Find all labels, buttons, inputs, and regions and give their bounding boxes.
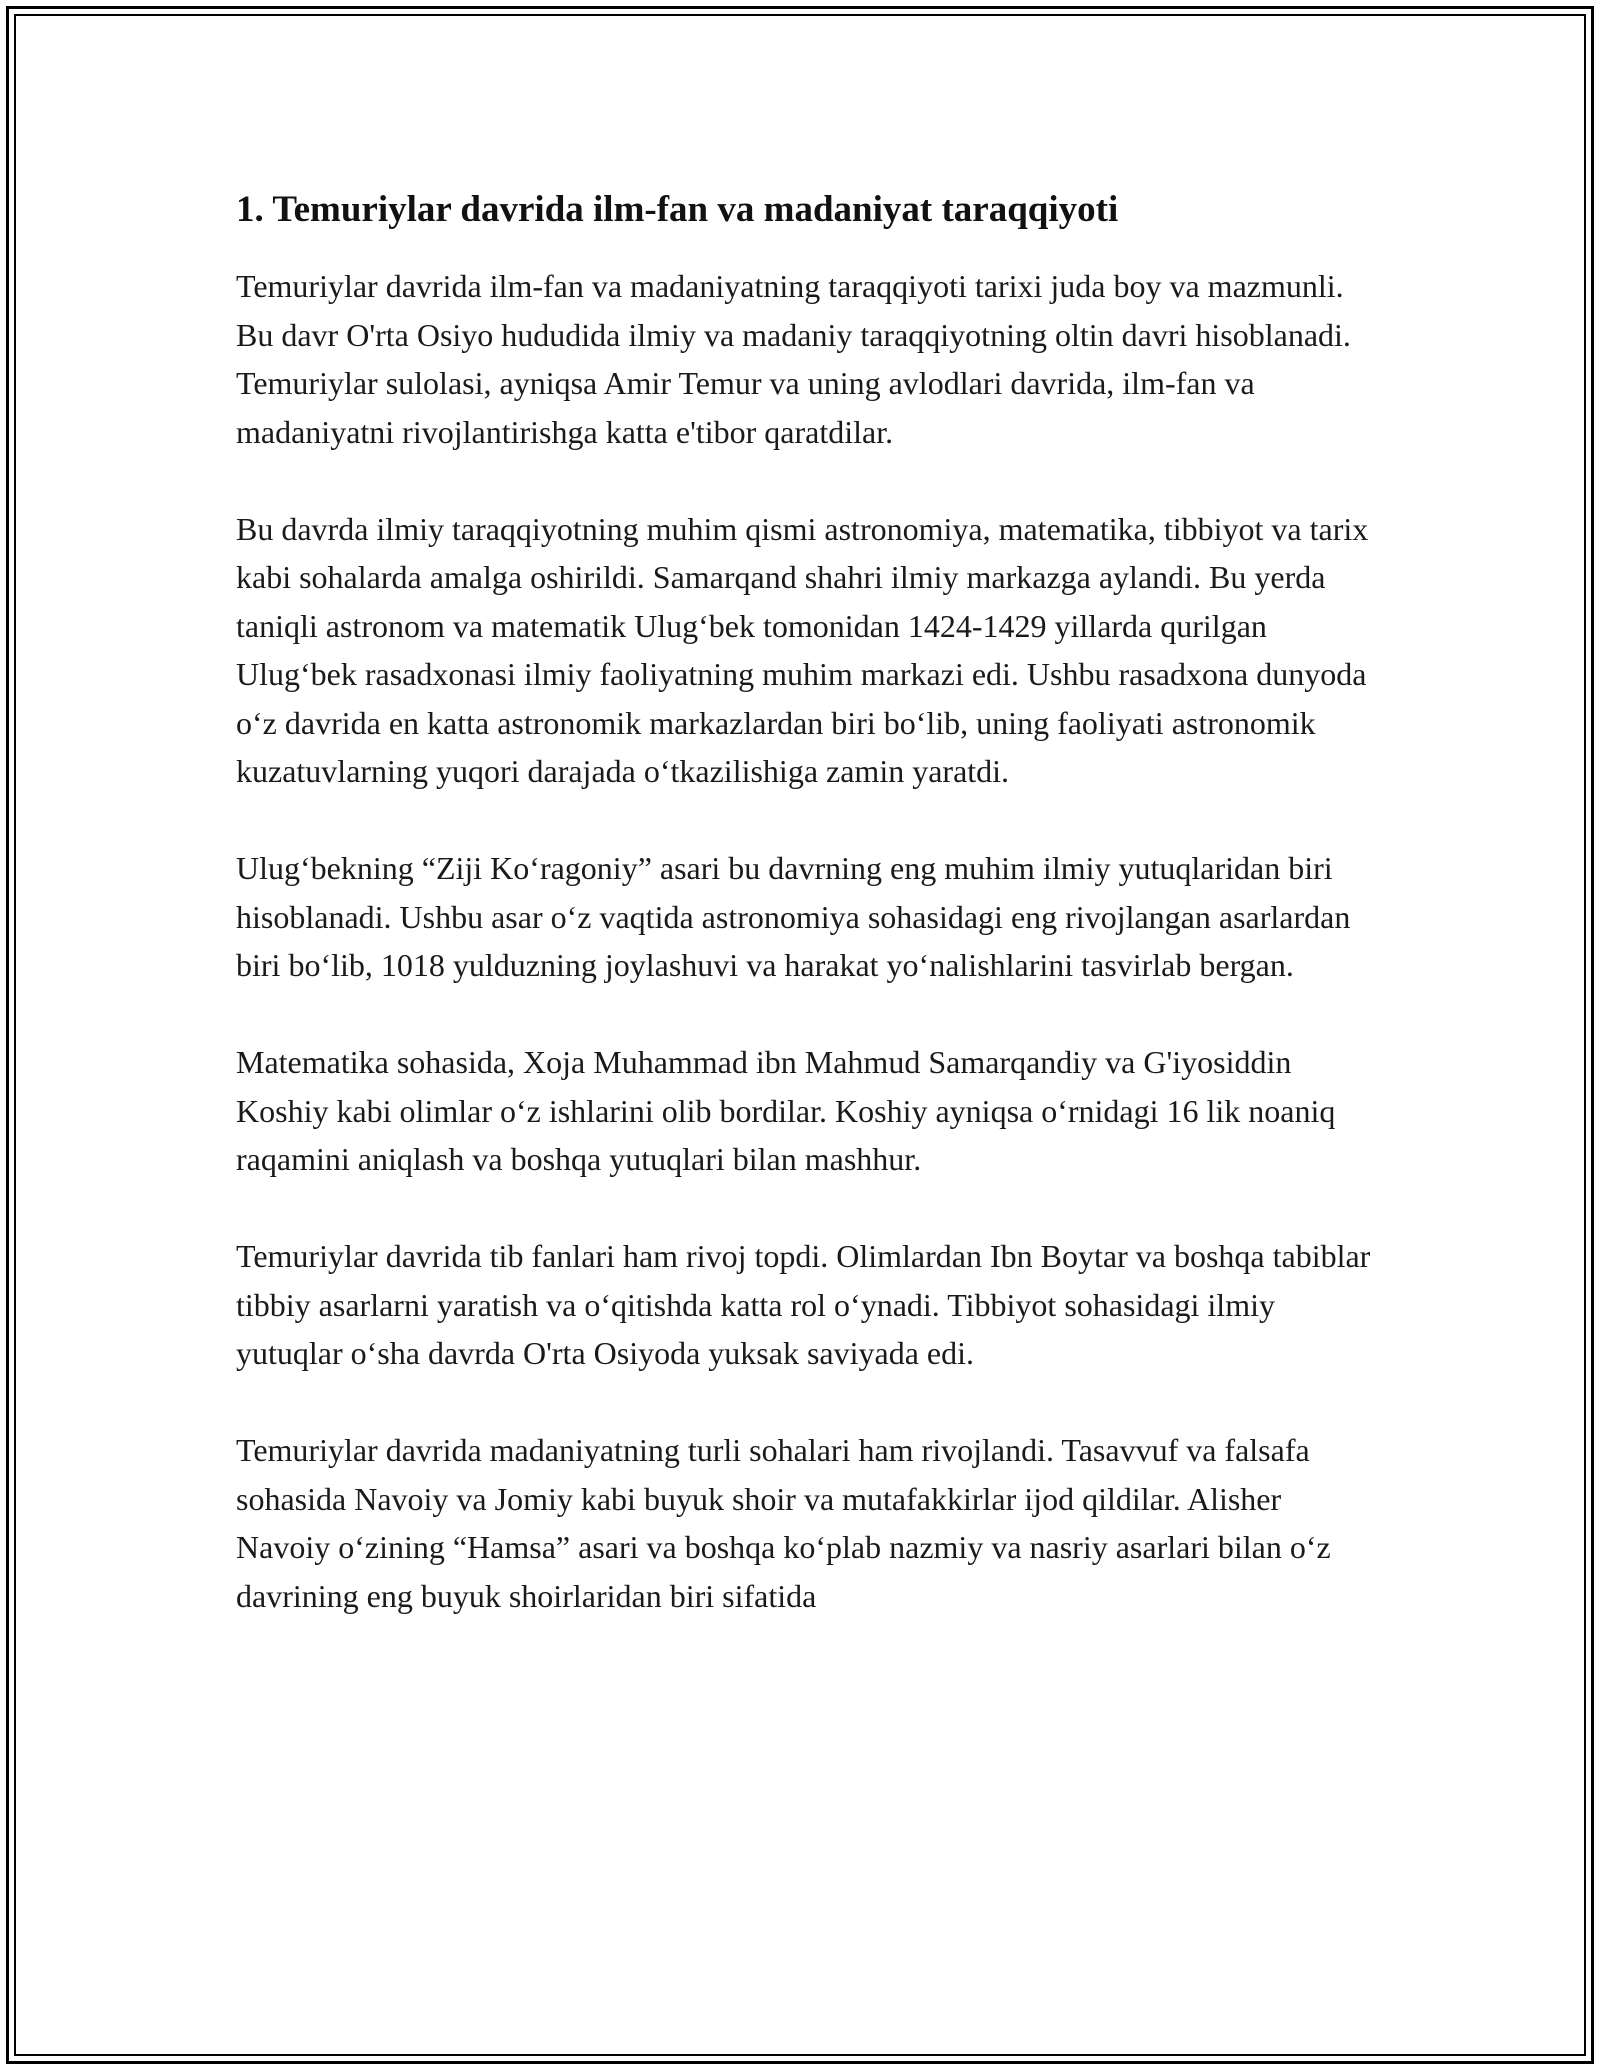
section-heading: 1. Temuriylar davrida ilm-fan va madaniyat taraqqiyoti xyxy=(236,189,1119,230)
paragraph-intro: Temuriylar davrida ilm-fan va madaniyatning taraqqiyoti tarixi juda boy va mazmunli. Bu davr O'rta Osiyo hududida ilmiy va madaniy taraqqiyotning oltin davri hisoblanadi. Temuriylar sulolasi, ayniqsa Amir Temur va uning avlodlari davrida, ilm-fan va madaniyatni rivojlantirishga katta e'tibor qaratdilar. xyxy=(236,268,1351,450)
paragraph-mathematics: Matematika sohasida, Xoja Muhammad ibn Mahmud Samarqandiy va G'iyosiddin Koshiy kabi olimlar o‘z ishlarini olib bordilar. Koshiy ayniqsa o‘rnidagi 16 lik noaniq raqamini aniqlash va boshqa yutuqlari bilan mashhur. xyxy=(236,1044,1336,1178)
document-body xyxy=(236,188,1376,1669)
paragraph-ziji-koragoniy: Ulug‘bekning “Ziji Ko‘ragoniy” asari bu davrning eng muhim ilmiy yutuqlaridan biri hisoblanadi. Ushbu asar o‘z vaqtida astronomiya sohasidagi eng rivojlangan asarlardan biri bo‘lib, 1018 yulduzning joylashuvi va harakat yo‘nalishlarini tasvirlab bergan. xyxy=(236,850,1351,984)
paragraph-medicine: Temuriylar davrida tib fanlari ham rivoj topdi. Olimlardan Ibn Boytar va boshqa tabiblar tibbiy asarlarni yaratish va o‘qitishda katta rol o‘ynadi. Tibbiyot sohasidagi ilmiy yutuqlar o‘sha davrda O'rta Osiyoda yuksak saviyada edi. xyxy=(236,1238,1371,1372)
paragraph-culture: Temuriylar davrida madaniyatning turli sohalari ham rivojlandi. Tasavvuf va falsafa sohasida Navoiy va Jomiy kabi buyuk shoir va mutafakkirlar ijod qildilar. Alisher Navoiy o‘zining “Hamsa” asari va boshqa ko‘plab nazmiy va nasriy asarlari bilan o‘z davrining eng buyuk shoirlaridan biri sifatida xyxy=(236,1432,1331,1614)
paragraph-sciences: Bu davrda ilmiy taraqqiyotning muhim qismi astronomiya, matematika, tibbiyot va tarix kabi sohalarda amalga oshirildi. Samarqand shahri ilmiy markazga aylandi. Bu yerda taniqli astronom va matematik Ulug‘bek tomonidan 1424-1429 yillarda qurilgan Ulug‘bek rasadxonasi ilmiy faoliyatning muhim markazi edi. Ushbu rasadxona dunyoda o‘z davrida en katta astronomik markazlardan biri bo‘lib, uning faoliyati astronomik kuzatuvlarning yuqori darajada o‘tkazilishiga zamin yaratdi. xyxy=(236,510,1369,790)
